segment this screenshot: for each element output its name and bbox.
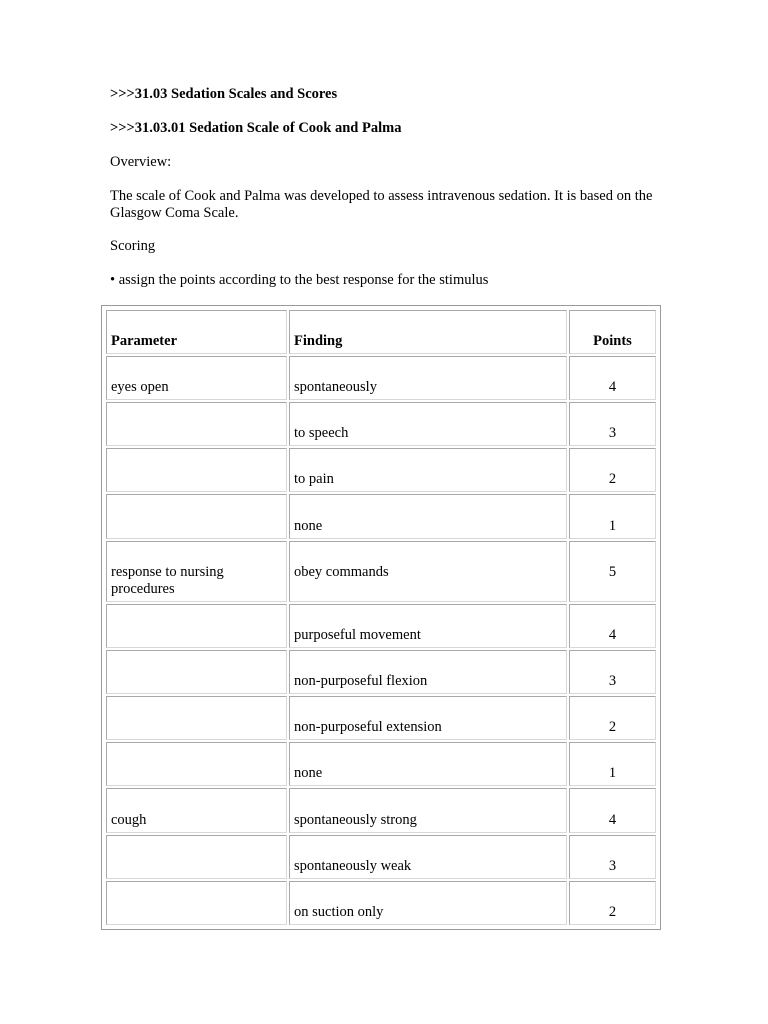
cell-parameter	[106, 696, 287, 740]
table-row	[106, 604, 656, 648]
sedation-scale-table	[104, 308, 658, 927]
cell-finding: on suction only	[289, 881, 567, 925]
cell-finding: to speech	[289, 402, 567, 446]
subsection-heading: >>>31.03.01 Sedation Scale of Cook and Palma	[110, 120, 402, 136]
table-header-row	[106, 310, 656, 354]
cell-parameter	[106, 650, 287, 694]
table-row	[106, 696, 656, 740]
cell-parameter: cough	[106, 788, 287, 832]
cell-finding: spontaneously strong	[289, 788, 567, 832]
table-row	[106, 448, 656, 492]
cell-parameter	[106, 402, 287, 446]
cell-finding: purposeful movement	[289, 604, 567, 648]
overview-label: Overview:	[110, 154, 172, 170]
cell-parameter: eyes open	[106, 356, 287, 400]
cell-parameter	[106, 604, 287, 648]
table-row	[106, 650, 656, 694]
section-heading: >>>31.03 Sedation Scales and Scores	[110, 86, 338, 102]
cell-parameter	[106, 448, 287, 492]
header-finding: Finding	[289, 310, 567, 354]
table-row	[106, 742, 656, 786]
cell-parameter	[106, 742, 287, 786]
cell-points: 3	[569, 402, 656, 446]
cell-points: 5	[569, 541, 656, 602]
header-parameter: Parameter	[106, 310, 287, 354]
cell-finding: spontaneously weak	[289, 835, 567, 879]
cell-points: 2	[569, 448, 656, 492]
cell-parameter	[106, 494, 287, 538]
header-points: Points	[569, 310, 656, 354]
cell-parameter: response to nursing procedures	[106, 541, 287, 602]
document-body	[110, 86, 670, 289]
cell-points: 3	[569, 650, 656, 694]
cell-finding: non-purposeful extension	[289, 696, 567, 740]
table-row	[106, 494, 656, 538]
cell-points: 4	[569, 604, 656, 648]
cell-finding: none	[289, 494, 567, 538]
table-row	[106, 541, 656, 602]
cell-points: 1	[569, 494, 656, 538]
table-row	[106, 356, 656, 400]
table-body	[106, 356, 656, 925]
cell-points: 2	[569, 696, 656, 740]
cell-points: 3	[569, 835, 656, 879]
cell-finding: obey commands	[289, 541, 567, 602]
cell-finding: spontaneously	[289, 356, 567, 400]
scoring-bullet: • assign the points according to the best response for the stimulus	[110, 272, 489, 288]
cell-points: 4	[569, 788, 656, 832]
cell-parameter	[106, 835, 287, 879]
cell-points: 1	[569, 742, 656, 786]
cell-finding: non-purposeful flexion	[289, 650, 567, 694]
scoring-label: Scoring	[110, 238, 156, 254]
cell-parameter	[106, 881, 287, 925]
cell-finding: none	[289, 742, 567, 786]
table-row	[106, 402, 656, 446]
cell-points: 2	[569, 881, 656, 925]
table-row	[106, 835, 656, 879]
table-row	[106, 788, 656, 832]
description-paragraph: The scale of Cook and Palma was developed to assess intravenous sedation. It is based on the Glasgow Coma Scale.	[110, 188, 653, 221]
sedation-scale-table-frame	[101, 305, 661, 930]
cell-points: 4	[569, 356, 656, 400]
table-row	[106, 881, 656, 925]
cell-finding: to pain	[289, 448, 567, 492]
